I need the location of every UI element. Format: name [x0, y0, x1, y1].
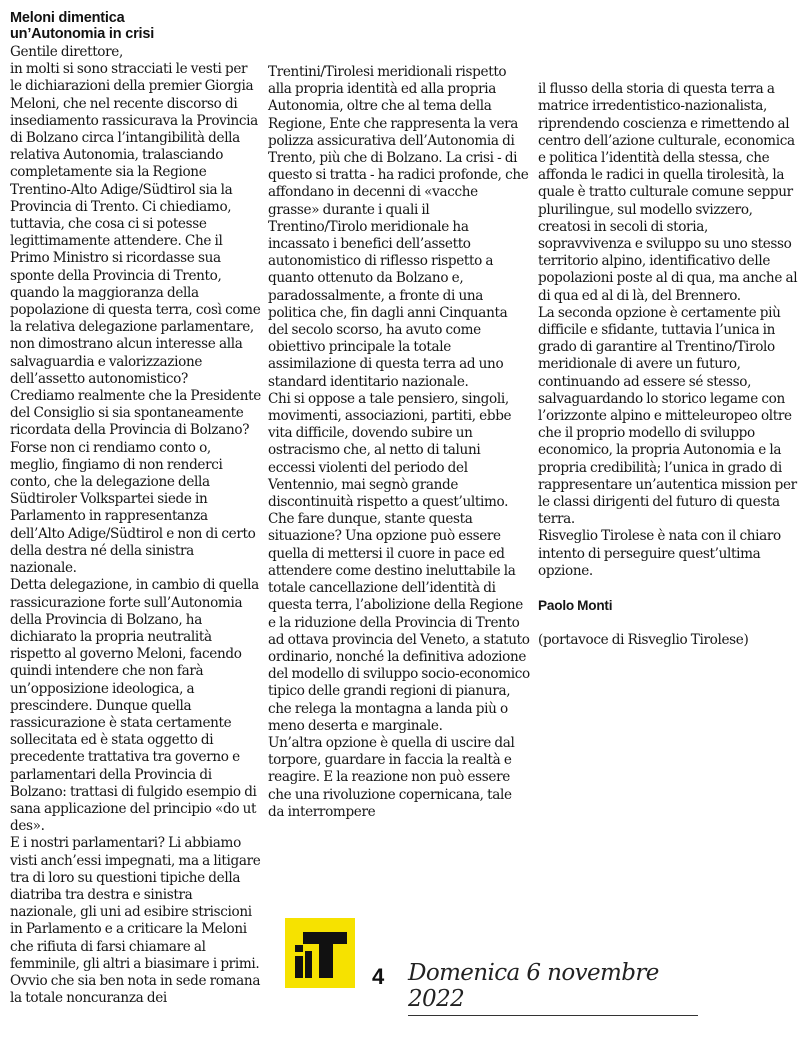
article-column-2: Trentini/Tirolesi meridionali rispetto alla propria identità ed alla propria Autonomia, oltre che al tema della Regione, Ente che rappresenta la vera polizza assicurativa dell’Autonomia di Trento, più che di Bolzano. La crisi - di questo si tratta - ha radici profonde, che affondano in decenni di «vacche grasse» durante i quali il Trentino/Tirolo meridionale ha incassato i benefici dell’assetto autonomistico di riflesso rispetto a quanto ottenuto da Bolzano e, paradossalmente, a fronte di una politica che, fin dagli anni Cinquanta del secolo scorso, ha avuto come obiettivo principale la totale assimilazione di questa terra ad uno standard identitario nazionale. Chi si oppose a tale pensiero, singoli, movimenti, associazioni, partiti, ebbe vita difficile, dovendo subire un ostracismo che, al netto di taluni eccessi violenti del periodo del Ventennio, mai segnò grande discontinuità rispetto a quest’ultimo. Che fare dunque, stante questa situazione? Una opzione può essere quella di mettersi il cuore in pace ed attendere come destino ineluttabile la totale cancellazione dell’identità di questa terra, l’abolizione della Regione e la riduzione della Provincia di Trento ad ottava provincia del Veneto, a statuto ordinario, nonché la definitiva adozione del modello di sviluppo socio-economico tipico delle grandi regioni di pianura, che relega la montagna a landa più o meno deserta e marginale. Un’altra opzione è quella di uscire dal torpore, guardare in faccia la realtà e reagire. E la reazione non può essere che una rivoluzione copernicana, tale da interrompere: [268, 64, 530, 820]
logo-it-icon: [285, 918, 355, 988]
article-headline: Meloni dimentica un’Autonomia in crisi: [10, 10, 155, 42]
newspaper-logo: [285, 918, 355, 988]
signature-role: (portavoce di Risveglio Tirolese): [538, 631, 749, 648]
page-number: 4: [372, 964, 385, 989]
article-column-3: [538, 64, 800, 666]
article-column-3-body: il flusso della storia di questa terra a matrice irredentistico-nazionalista, riprendendo coscienza e rimettendo al centro dell’azione culturale, economica e politica l’identità della stessa, che affonda le radici in quella tirolesità, la quale è tratto culturale comune seppur plurilingue, sul modello svizzero, creatosi in secoli di storia, sopravvivenza e sviluppo su uno stesso territorio alpino, identificativo delle popolazioni poste al di qua, ma anche al di qua ed al di là, del Brennero. La seconda opzione è certamente più difficile e sfidante, tuttavia l’unica in grado di garantire al Trentino/Tirolo meridionale di avere un futuro, continuando ad essere sé stesso, salvaguardando lo storico legame con l’orizzonte alpino e mitteleuropeo oltre che il proprio modello di sviluppo economico, la propria Autonomia e la propria credibilità; l’unica in grado di rappresentare un’autentica mission per le classi dirigenti del futuro di questa terra. Risveglio Tirolese è nata con il chiaro intento di perseguire quest’ultima opzione.: [538, 81, 798, 579]
signature-name: Paolo Monti: [538, 598, 613, 614]
article-column-1: Gentile direttore, in molti si sono stracciati le vesti per le dichiarazioni della premier Giorgia Meloni, che nel recente discorso di insediamento rassicurava la Provincia di Bolzano circa l’intangibilità della relativa Autonomia, tralasciando completamente sia la Regione Trentino-Alto Adige/Südtirol sia la Provincia di Trento. Ci chiediamo, tuttavia, che cosa ci si potesse legittimamente attendere. Che il Primo Ministro si ricordasse sua sponte della Provincia di Trento, quando la maggioranza della popolazione di questa terra, così come la relativa delegazione parlamentare, non dimostrano alcun interesse alla salvaguardia e valorizzazione dell’assetto autonomistico? Crediamo realmente che la Presidente del Consiglio si sia spontaneamente ricordata della Provincia di Bolzano? Forse non ci rendiamo conto o, meglio, fingiamo di non renderci conto, che la delegazione della Südtiroler Volkspartei siede in Parlamento in rappresentanza dell’Alto Adige/Südtirol e non di certo della destra né della sinistra nazionale. Detta delegazione, in cambio di quella rassicurazione forte sull’Autonomia della Provincia di Bolzano, ha dichiarato la propria neutralità rispetto al governo Meloni, facendo quindi intendere che non farà un’opposizione ideologica, a prescindere. Dunque quella rassicurazione è stata certamente sollecitata ed è stata oggetto di precedente trattativa tra governo e parlamentari della Provincia di Bolzano: trattasi di fulgido esempio di sana applicazione del principio «do ut des». E i nostri parlamentari? Li abbiamo visti anch’essi impegnati, ma a litigare tra di loro su questioni tipiche della diatriba tra destra e sinistra nazionale, gli uni ad esibire striscioni in Parlamento e a criticare la Meloni che rifiuta di farsi chiamare al femminile, gli altri a biasimare i primi. Ovvio che sia ben nota in sede romana la totale noncuranza dei: [10, 44, 261, 1007]
issue-date: Domenica 6 novembre 2022: [408, 960, 698, 1016]
